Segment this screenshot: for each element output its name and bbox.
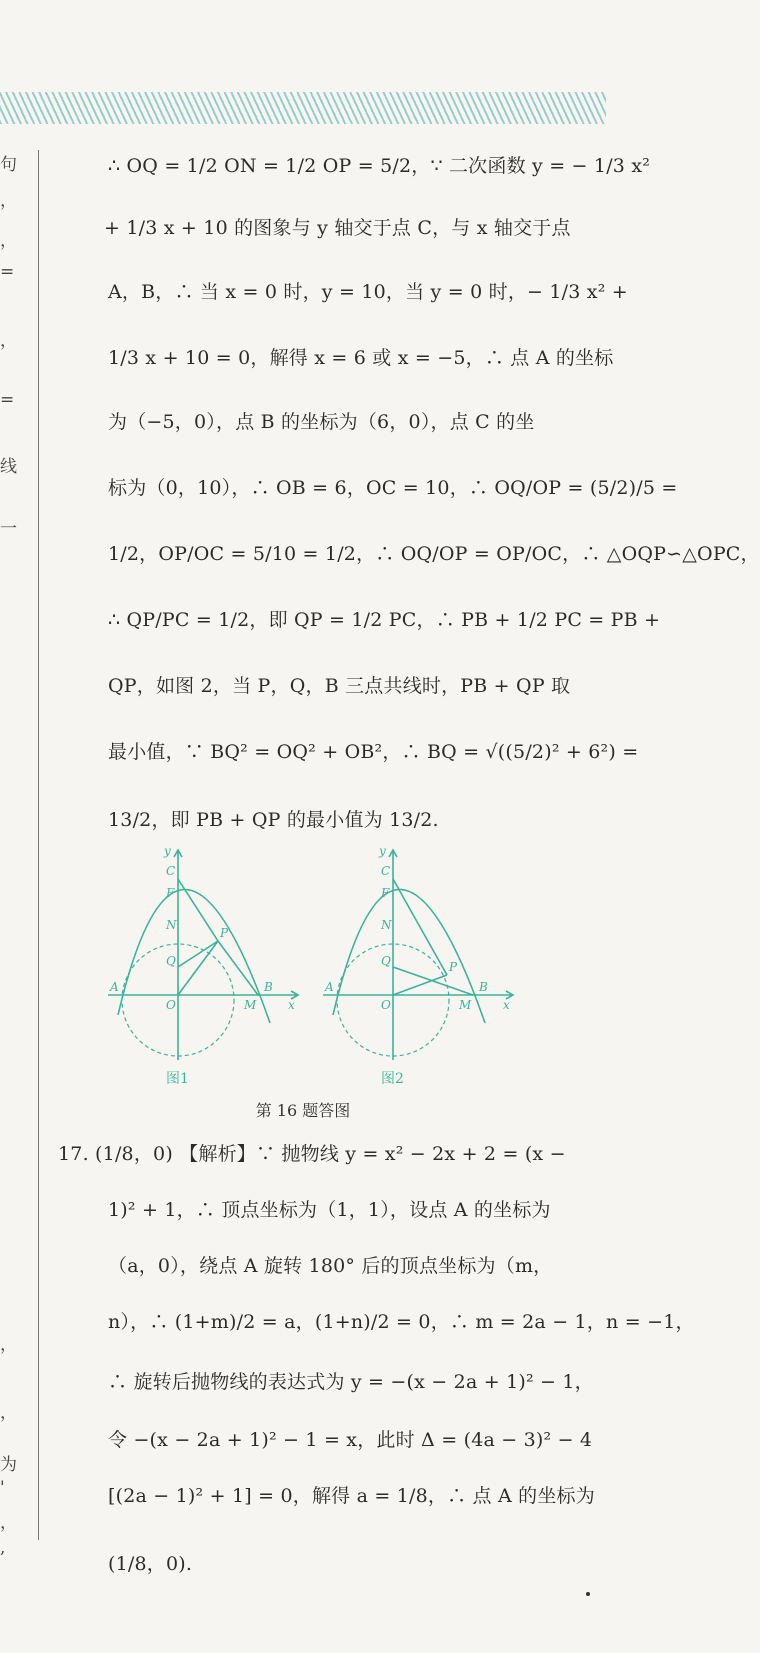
solution-line: 17. (1/8，0) 【解析】∵ 抛物线 y = x² − 2x + 2 = (x − — [58, 1143, 566, 1165]
edge-glyph: = — [0, 262, 15, 282]
label-a: A — [110, 980, 119, 994]
segment-op — [178, 941, 218, 995]
label-x: x — [288, 998, 295, 1012]
decorative-header-stripe — [0, 92, 606, 124]
label-o: O — [166, 998, 176, 1012]
label-b: B — [264, 980, 273, 994]
label-y: y — [379, 844, 386, 858]
solution-line: [(2a − 1)² + 1] = 0，解得 a = 1/8，∴ 点 A 的坐标为 — [108, 1485, 595, 1507]
edge-glyph: ， — [0, 1513, 17, 1533]
edge-glyph: ， — [0, 1335, 17, 1355]
label-y: y — [164, 844, 171, 858]
edge-glyph: ， — [0, 231, 17, 251]
sub-caption-1: 图1 — [166, 1071, 189, 1087]
edge-glyph: 一 — [0, 519, 17, 539]
solution-line: + 1/3 x + 10 的图象与 y 轴交于点 C，与 x 轴交于点 — [104, 217, 571, 239]
edge-glyph: 为 — [0, 1455, 17, 1475]
solution-line: 标为（0，10），∴ OB = 6，OC = 10，∴ OQ/OP = (5/2)/5 = — [108, 477, 678, 499]
column-divider — [38, 150, 39, 1540]
solution-line: 令 −(x − 2a + 1)² − 1 = x，此时 Δ = (4a − 3)² − 4 — [108, 1429, 593, 1451]
figure-1-labels — [109, 844, 295, 1012]
label-b: B — [479, 980, 488, 994]
label-m: M — [459, 998, 472, 1012]
label-n: N — [166, 918, 177, 932]
solution-line: 最小值，∵ BQ² = OQ² + OB²，∴ BQ = √((5/2)² + 6²) = — [108, 741, 639, 763]
segment-cp — [178, 879, 218, 941]
solution-line: (1/8，0). — [108, 1553, 193, 1575]
label-q: Q — [166, 954, 176, 968]
parabola-diagrams — [108, 845, 548, 1105]
solution-line: 为（−5，0），点 B 的坐标为（6，0），点 C 的坐 — [108, 411, 535, 433]
label-c: C — [166, 864, 176, 878]
solution-line: 1)² + 1，∴ 顶点坐标为（1，1），设点 A 的坐标为 — [108, 1199, 551, 1221]
label-o: O — [381, 998, 391, 1012]
figure-2 — [323, 850, 513, 1060]
solution-line: 1/3 x + 10 = 0，解得 x = 6 或 x = −5，∴ 点 A 的坐标 — [108, 347, 614, 369]
edge-glyph: 线 — [0, 457, 17, 477]
edge-glyph: 句 — [0, 155, 17, 175]
solution-line: n），∴ (1+m)/2 = a，(1+n)/2 = 0，∴ m = 2a − 1，n = −1， — [108, 1311, 695, 1333]
edge-glyph: ， — [0, 1403, 17, 1423]
figure-16 — [108, 845, 548, 1105]
figure-caption: 第 16 题答图 — [255, 1101, 351, 1120]
label-x: x — [503, 998, 510, 1012]
figure-1 — [108, 850, 298, 1060]
solution-line: 13/2，即 PB + QP 的最小值为 13/2. — [108, 809, 439, 831]
solution-line: ∴ QP/PC = 1/2，即 QP = 1/2 PC，∴ PB + 1/2 PC = PB + — [108, 609, 661, 631]
edge-glyph: ， — [0, 191, 17, 211]
edge-glyph: ' — [0, 1478, 5, 1498]
segment-cp — [393, 879, 447, 975]
solution-line: ∴ 旋转后抛物线的表达式为 y = −(x − 2a + 1)² − 1， — [108, 1371, 594, 1393]
label-f: F — [381, 886, 390, 900]
label-p: P — [220, 926, 229, 940]
edge-glyph: , — [0, 1538, 6, 1558]
solution-line: QP，如图 2，当 P，Q，B 三点共线时，PB + QP 取 — [108, 675, 571, 697]
sub-caption-2: 图2 — [381, 1071, 404, 1087]
edge-glyph: = — [0, 390, 15, 410]
label-q: Q — [381, 954, 391, 968]
label-f: F — [166, 886, 175, 900]
label-n: N — [381, 918, 392, 932]
label-p: P — [449, 960, 458, 974]
solution-line: A，B，∴ 当 x = 0 时，y = 10，当 y = 0 时，− 1/3 x² + — [108, 281, 628, 303]
solution-line: 1/2，OP/OC = 5/10 = 1/2，∴ OQ/OP = OP/OC，∴ △OQP∽△OPC， — [108, 543, 760, 565]
segment-op — [393, 975, 447, 995]
solution-line: ∴ OQ = 1/2 ON = 1/2 OP = 5/2，∵ 二次函数 y = − 1/3 x² — [108, 155, 651, 177]
solution-line: （a，0），绕点 A 旋转 180° 后的顶点坐标为（m， — [108, 1255, 553, 1277]
edge-glyph: ， — [0, 331, 17, 351]
label-c: C — [381, 864, 391, 878]
label-m: M — [244, 998, 257, 1012]
page-dot — [586, 1592, 590, 1596]
label-a: A — [325, 980, 334, 994]
